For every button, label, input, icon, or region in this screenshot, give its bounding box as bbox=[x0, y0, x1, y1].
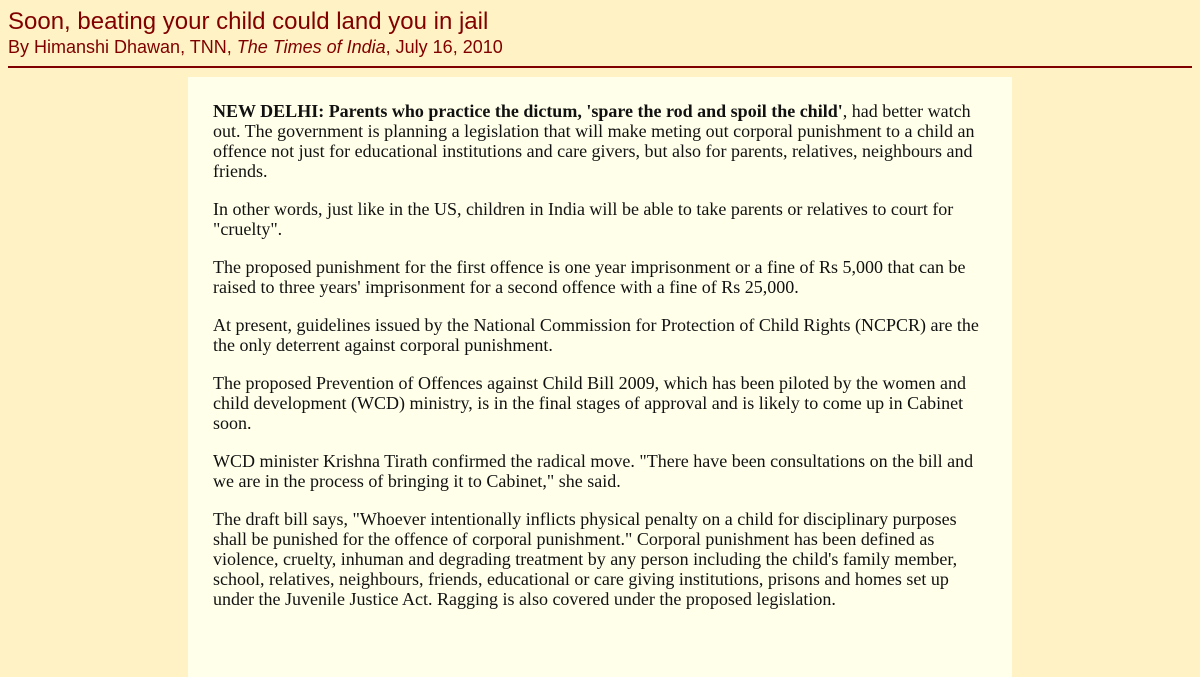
article-paragraph: The draft bill says, "Whoever intentionally inflicts physical penalty on a child for disciplinary purposes shall be punished for the offence of corporal punishment." Corporal punishment has been defined as violence, cruelty, inhuman and degrading treatment by any person including the child's family member, school, relatives, neighbours, friends, educational or care giving institutions, prisons and homes set up under the Juvenile Justice Act. Ragging is also covered under the proposed legislation. bbox=[213, 509, 958, 609]
article-paragraph: WCD minister Krishna Tirath confirmed the radical move. "There have been consultations on the bill and we are in the process of bringing it to Cabinet," she said. bbox=[213, 451, 974, 491]
publication-name: The Times of India bbox=[236, 37, 386, 57]
byline bbox=[8, 36, 1192, 58]
article-body bbox=[188, 77, 1012, 677]
byline-author: By Himanshi Dhawan, TNN, bbox=[8, 37, 237, 57]
lead-dateline: NEW DELHI: Parents who practice the dictum, 'spare the rod and spoil the child' bbox=[213, 101, 843, 121]
article-header bbox=[0, 0, 1200, 58]
article-paragraph: In other words, just like in the US, children in India will be able to take parents or relatives to court for "cruelty". bbox=[213, 199, 954, 239]
article-paragraph: The proposed Prevention of Offences against Child Bill 2009, which has been piloted by the women and child development (WCD) ministry, is in the final stages of approval and is likely to come up in Cabinet soon. bbox=[213, 373, 967, 433]
page-title: Soon, beating your child could land you in jail bbox=[8, 8, 489, 35]
lead-paragraph bbox=[213, 101, 987, 181]
article-paragraph: The proposed punishment for the first offence is one year imprisonment or a fine of Rs 5,000 that can be raised to three years' imprisonment for a second offence with a fine of Rs 25,000. bbox=[213, 257, 966, 297]
lead-text: , had better watch out. The government is planning a legislation that will make meting out corporal punishment to a child an offence not just for educational institutions and care givers, but also for parents, relatives, neighbours and friends. bbox=[213, 101, 975, 181]
header-divider bbox=[8, 66, 1192, 68]
byline-date: , July 16, 2010 bbox=[385, 37, 503, 57]
article-paragraph: At present, guidelines issued by the National Commission for Protection of Child Rights (NCPCR) are the the only deterrent against corporal punishment. bbox=[213, 315, 979, 355]
